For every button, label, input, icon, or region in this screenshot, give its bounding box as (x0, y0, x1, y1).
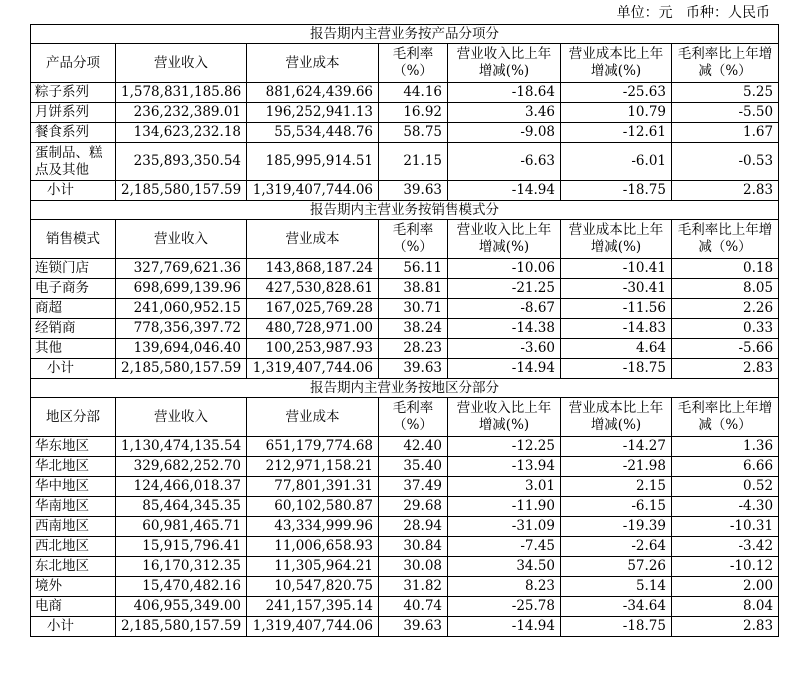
cost-cell: 100,253,987.93 (247, 339, 379, 359)
revenue-cell: 16,170,312.35 (116, 557, 247, 577)
margin-change-cell: -10.12 (672, 557, 779, 577)
margin-change-cell: 2.83 (672, 617, 779, 637)
header-cost-change: 营业成本比上年增减(%) (561, 398, 672, 437)
revenue-change-cell: -6.63 (448, 143, 561, 181)
cost-change-cell: 57.26 (561, 557, 672, 577)
revenue-cell: 698,699,139.96 (116, 279, 247, 299)
gross-margin-cell: 31.82 (379, 577, 448, 597)
unit-currency-line: 单位：元 币种：人民币 (616, 5, 770, 21)
cost-change-cell: -6.15 (561, 497, 672, 517)
gross-margin-cell: 39.63 (379, 617, 448, 637)
margin-change-cell: -5.50 (672, 103, 779, 123)
column-header-row (31, 220, 779, 259)
header-revenue: 营业收入 (116, 220, 247, 259)
margin-change-cell: 2.83 (672, 359, 779, 379)
revenue-change-cell: -9.08 (448, 123, 561, 143)
gross-margin-cell: 38.24 (379, 319, 448, 339)
margin-change-cell: 8.04 (672, 597, 779, 617)
row-label: 月饼系列 (31, 103, 116, 123)
revenue-change-cell: -25.78 (448, 597, 561, 617)
table-row (31, 83, 779, 103)
cost-cell: 651,179,774.68 (247, 437, 379, 457)
row-label: 经销商 (31, 319, 116, 339)
revenue-cell: 139,694,046.40 (116, 339, 247, 359)
table-row (31, 477, 779, 497)
header-first-col: 销售模式 (31, 220, 116, 259)
row-label: 餐食系列 (31, 123, 116, 143)
revenue-change-cell: -14.94 (448, 617, 561, 637)
cost-cell: 881,624,439.66 (247, 83, 379, 103)
header-first-col: 地区分部 (31, 398, 116, 437)
column-header-row (31, 44, 779, 83)
gross-margin-cell: 44.16 (379, 83, 448, 103)
revenue-cell: 778,356,397.72 (116, 319, 247, 339)
cost-change-cell: 2.15 (561, 477, 672, 497)
margin-change-cell: 2.26 (672, 299, 779, 319)
row-label: 电子商务 (31, 279, 116, 299)
cost-change-cell: 10.79 (561, 103, 672, 123)
row-label: 西北地区 (31, 537, 116, 557)
revenue-change-cell: -21.25 (448, 279, 561, 299)
section-title: 报告期内主营业务按销售模式分 (31, 201, 779, 220)
cost-change-cell: -34.64 (561, 597, 672, 617)
revenue-cell: 241,060,952.15 (116, 299, 247, 319)
revenue-change-cell: -18.64 (448, 83, 561, 103)
cost-cell: 43,334,999.96 (247, 517, 379, 537)
revenue-cell: 15,915,796.41 (116, 537, 247, 557)
cost-change-cell: -11.56 (561, 299, 672, 319)
gross-margin-cell: 40.74 (379, 597, 448, 617)
revenue-change-cell: -13.94 (448, 457, 561, 477)
cost-cell: 55,534,448.76 (247, 123, 379, 143)
gross-margin-cell: 21.15 (379, 143, 448, 181)
gross-margin-cell: 39.63 (379, 359, 448, 379)
revenue-change-cell: -14.38 (448, 319, 561, 339)
cost-change-cell: -19.39 (561, 517, 672, 537)
subtotal-row (31, 181, 779, 201)
header-cost-change: 营业成本比上年增减(%) (561, 44, 672, 83)
table-row (31, 339, 779, 359)
row-label: 境外 (31, 577, 116, 597)
cost-change-cell: -2.64 (561, 537, 672, 557)
section-title-row (31, 25, 779, 44)
revenue-change-cell: 34.50 (448, 557, 561, 577)
table-row (31, 123, 779, 143)
margin-change-cell: 0.18 (672, 259, 779, 279)
cost-change-cell: -14.83 (561, 319, 672, 339)
revenue-cell: 406,955,349.00 (116, 597, 247, 617)
header-gross-margin: 毛利率（%） (379, 220, 448, 259)
cost-change-cell: -21.98 (561, 457, 672, 477)
cost-cell: 196,252,941.13 (247, 103, 379, 123)
cost-change-cell: -18.75 (561, 617, 672, 637)
row-label: 小计 (31, 359, 116, 379)
row-label: 其他 (31, 339, 116, 359)
cost-change-cell: -25.63 (561, 83, 672, 103)
revenue-cell: 134,623,232.18 (116, 123, 247, 143)
gross-margin-cell: 30.84 (379, 537, 448, 557)
row-label: 粽子系列 (31, 83, 116, 103)
cost-cell: 77,801,391.31 (247, 477, 379, 497)
revenue-change-cell: 8.23 (448, 577, 561, 597)
table-row (31, 457, 779, 477)
margin-change-cell: 2.83 (672, 181, 779, 201)
revenue-cell: 15,470,482.16 (116, 577, 247, 597)
cost-cell: 185,995,914.51 (247, 143, 379, 181)
margin-change-cell: 1.36 (672, 437, 779, 457)
header-gross-margin: 毛利率（%） (379, 44, 448, 83)
gross-margin-cell: 28.94 (379, 517, 448, 537)
row-label: 华北地区 (31, 457, 116, 477)
gross-margin-cell: 16.92 (379, 103, 448, 123)
main-business-table (30, 24, 779, 637)
margin-change-cell: 0.33 (672, 319, 779, 339)
cost-change-cell: -10.41 (561, 259, 672, 279)
revenue-change-cell: -3.60 (448, 339, 561, 359)
table-row (31, 143, 779, 181)
row-label: 小计 (31, 181, 116, 201)
margin-change-cell: -10.31 (672, 517, 779, 537)
margin-change-cell: -0.53 (672, 143, 779, 181)
cost-cell: 241,157,395.14 (247, 597, 379, 617)
cost-cell: 143,868,187.24 (247, 259, 379, 279)
header-margin-change: 毛利率比上年增减（%） (672, 44, 779, 83)
header-margin-change: 毛利率比上年增减（%） (672, 220, 779, 259)
gross-margin-cell: 39.63 (379, 181, 448, 201)
cost-change-cell: -18.75 (561, 181, 672, 201)
revenue-cell: 1,578,831,185.86 (116, 83, 247, 103)
revenue-cell: 2,185,580,157.59 (116, 181, 247, 201)
revenue-change-cell: -14.94 (448, 359, 561, 379)
cost-cell: 10,547,820.75 (247, 577, 379, 597)
cost-cell: 11,006,658.93 (247, 537, 379, 557)
table-row (31, 259, 779, 279)
revenue-change-cell: 3.46 (448, 103, 561, 123)
row-label: 华中地区 (31, 477, 116, 497)
revenue-cell: 85,464,345.35 (116, 497, 247, 517)
cost-change-cell: 4.64 (561, 339, 672, 359)
table-row (31, 299, 779, 319)
revenue-cell: 60,981,465.71 (116, 517, 247, 537)
margin-change-cell: 0.52 (672, 477, 779, 497)
row-label: 华南地区 (31, 497, 116, 517)
section-title: 报告期内主营业务按产品分项分 (31, 25, 779, 44)
table-row (31, 279, 779, 299)
section-title: 报告期内主营业务按地区分部分 (31, 379, 779, 398)
revenue-cell: 235,893,350.54 (116, 143, 247, 181)
gross-margin-cell: 30.08 (379, 557, 448, 577)
revenue-cell: 2,185,580,157.59 (116, 617, 247, 637)
revenue-cell: 327,769,621.36 (116, 259, 247, 279)
header-cost: 营业成本 (247, 44, 379, 83)
cost-cell: 1,319,407,744.06 (247, 181, 379, 201)
row-label: 连锁门店 (31, 259, 116, 279)
revenue-change-cell: -10.06 (448, 259, 561, 279)
header-gross-margin: 毛利率（%） (379, 398, 448, 437)
cost-cell: 11,305,964.21 (247, 557, 379, 577)
revenue-change-cell: -12.25 (448, 437, 561, 457)
header-revenue-change: 营业收入比上年增减(%) (448, 220, 561, 259)
gross-margin-cell: 58.75 (379, 123, 448, 143)
cost-change-cell: -18.75 (561, 359, 672, 379)
revenue-change-cell: -14.94 (448, 181, 561, 201)
revenue-cell: 2,185,580,157.59 (116, 359, 247, 379)
gross-margin-cell: 37.49 (379, 477, 448, 497)
cost-change-cell: 5.14 (561, 577, 672, 597)
cost-cell: 480,728,971.00 (247, 319, 379, 339)
table-row (31, 577, 779, 597)
revenue-cell: 124,466,018.37 (116, 477, 247, 497)
cost-cell: 427,530,828.61 (247, 279, 379, 299)
gross-margin-cell: 35.40 (379, 457, 448, 477)
table-row (31, 517, 779, 537)
header-revenue: 营业收入 (116, 398, 247, 437)
gross-margin-cell: 30.71 (379, 299, 448, 319)
header-margin-change: 毛利率比上年增减（%） (672, 398, 779, 437)
column-header-row (31, 398, 779, 437)
margin-change-cell: 2.00 (672, 577, 779, 597)
margin-change-cell: -4.30 (672, 497, 779, 517)
row-label: 蛋制品、糕点及其他 (31, 143, 116, 181)
row-label: 东北地区 (31, 557, 116, 577)
cost-change-cell: -30.41 (561, 279, 672, 299)
section-title-row (31, 379, 779, 398)
header-revenue: 营业收入 (116, 44, 247, 83)
cost-cell: 212,971,158.21 (247, 457, 379, 477)
header-cost-change: 营业成本比上年增减(%) (561, 220, 672, 259)
gross-margin-cell: 56.11 (379, 259, 448, 279)
header-cost: 营业成本 (247, 220, 379, 259)
row-label: 商超 (31, 299, 116, 319)
revenue-change-cell: -8.67 (448, 299, 561, 319)
cost-cell: 1,319,407,744.06 (247, 359, 379, 379)
cost-cell: 60,102,580.87 (247, 497, 379, 517)
margin-change-cell: 1.67 (672, 123, 779, 143)
gross-margin-cell: 42.40 (379, 437, 448, 457)
revenue-cell: 329,682,252.70 (116, 457, 247, 477)
cost-cell: 1,319,407,744.06 (247, 617, 379, 637)
cost-cell: 167,025,769.28 (247, 299, 379, 319)
revenue-change-cell: -7.45 (448, 537, 561, 557)
table-row (31, 103, 779, 123)
margin-change-cell: 6.66 (672, 457, 779, 477)
revenue-change-cell: -31.09 (448, 517, 561, 537)
table-row (31, 537, 779, 557)
section-title-row (31, 201, 779, 220)
cost-change-cell: -12.61 (561, 123, 672, 143)
revenue-change-cell: 3.01 (448, 477, 561, 497)
margin-change-cell: 8.05 (672, 279, 779, 299)
gross-margin-cell: 28.23 (379, 339, 448, 359)
table-body (31, 25, 779, 637)
revenue-cell: 236,232,389.01 (116, 103, 247, 123)
header-first-col: 产品分项 (31, 44, 116, 83)
subtotal-row (31, 617, 779, 637)
cost-change-cell: -6.01 (561, 143, 672, 181)
row-label: 电商 (31, 597, 116, 617)
gross-margin-cell: 38.81 (379, 279, 448, 299)
table-row (31, 597, 779, 617)
header-cost: 营业成本 (247, 398, 379, 437)
margin-change-cell: 5.25 (672, 83, 779, 103)
table-row (31, 557, 779, 577)
row-label: 华东地区 (31, 437, 116, 457)
cost-change-cell: -14.27 (561, 437, 672, 457)
table-row (31, 437, 779, 457)
table-row (31, 497, 779, 517)
revenue-cell: 1,130,474,135.54 (116, 437, 247, 457)
row-label: 西南地区 (31, 517, 116, 537)
header-revenue-change: 营业收入比上年增减(%) (448, 398, 561, 437)
row-label: 小计 (31, 617, 116, 637)
margin-change-cell: -3.42 (672, 537, 779, 557)
revenue-change-cell: -11.90 (448, 497, 561, 517)
subtotal-row (31, 359, 779, 379)
header-revenue-change: 营业收入比上年增减(%) (448, 44, 561, 83)
table-row (31, 319, 779, 339)
gross-margin-cell: 29.68 (379, 497, 448, 517)
margin-change-cell: -5.66 (672, 339, 779, 359)
